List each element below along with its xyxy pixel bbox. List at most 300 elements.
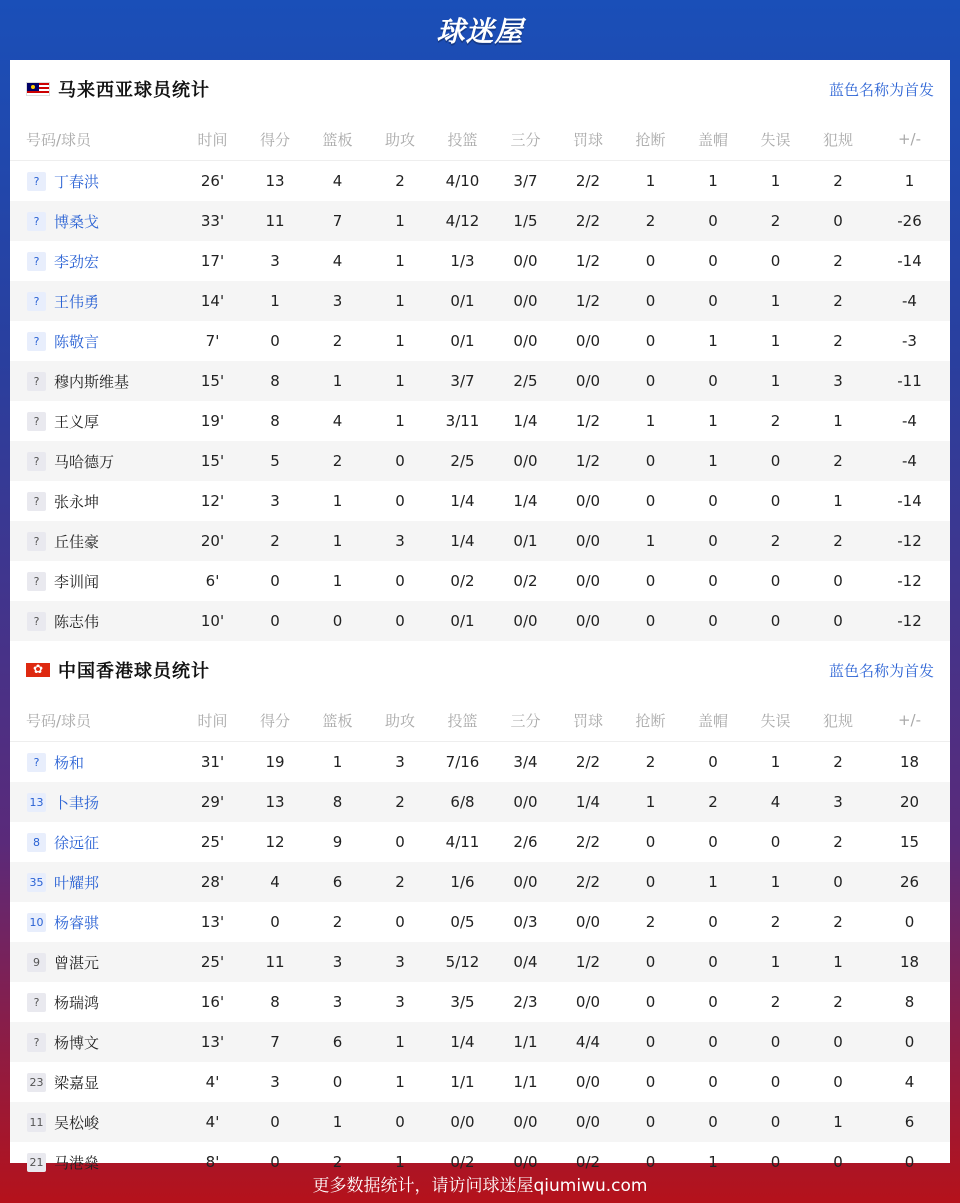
player-name-link[interactable]: 徐远征 xyxy=(54,833,100,852)
stat-cell: 0 xyxy=(807,601,869,641)
stat-cell: 0 xyxy=(645,252,656,270)
stat-cell: -4 xyxy=(902,412,917,430)
player-name-link[interactable]: 杨睿骐 xyxy=(54,913,100,932)
stat-cell: 1/3 xyxy=(450,252,475,270)
stat-cell: 0/0 xyxy=(575,913,601,931)
table-row[interactable] xyxy=(10,862,950,902)
player-cell[interactable] xyxy=(10,481,181,521)
stat-cell: 4/12 xyxy=(431,201,494,241)
stat-cell: 19' xyxy=(200,412,225,430)
stat-cell: 1 xyxy=(244,281,306,321)
stat-cell: 2 xyxy=(369,862,431,902)
player-name-link[interactable]: 张永坤 xyxy=(54,492,100,511)
stat-cell: 2 xyxy=(744,201,807,241)
stat-cell: 3 xyxy=(369,942,431,982)
table-row[interactable] xyxy=(10,241,950,281)
team-section xyxy=(10,641,950,1182)
stat-cell: 2 xyxy=(770,993,781,1011)
stat-cell: 11 xyxy=(244,942,306,982)
table-row[interactable] xyxy=(10,822,950,862)
player-cell[interactable] xyxy=(10,601,181,641)
player-name-link[interactable]: 博桑戈 xyxy=(54,212,100,231)
stat-cell: 1 xyxy=(332,572,343,590)
stat-cell: 2 xyxy=(645,753,656,771)
stat-cell: 15' xyxy=(181,441,244,481)
stat-cell: 1 xyxy=(395,412,405,430)
jersey-number-badge: 11 xyxy=(27,1113,46,1132)
stat-cell: 0 xyxy=(770,1153,781,1171)
stat-cell: -12 xyxy=(869,521,950,561)
malaysia-flag-icon xyxy=(26,82,50,96)
stat-cell: 8 xyxy=(306,782,369,822)
player-name-link[interactable]: 王伟勇 xyxy=(54,292,100,311)
stat-cell: 0 xyxy=(645,332,656,350)
stat-cell: 8 xyxy=(270,993,280,1011)
stat-cell: 1 xyxy=(770,332,781,350)
stat-cell: 1 xyxy=(332,753,343,771)
stat-cell: 0 xyxy=(744,1022,807,1062)
player-cell[interactable] xyxy=(10,862,181,902)
stat-cell: 0 xyxy=(682,601,744,641)
top-bar xyxy=(0,0,960,60)
stat-cell: 0 xyxy=(645,993,656,1011)
jersey-number-badge: ? xyxy=(27,452,46,471)
player-cell[interactable] xyxy=(10,401,181,441)
stat-cell: 4/4 xyxy=(557,1022,619,1062)
stat-cell: 6' xyxy=(205,572,220,590)
stat-cell: 1 xyxy=(744,361,807,401)
stat-cell: 0 xyxy=(619,1022,682,1062)
stat-cell: 13 xyxy=(244,782,306,822)
stat-cell: -12 xyxy=(869,601,950,641)
stat-cell: 0/0 xyxy=(557,361,619,401)
player-cell[interactable] xyxy=(10,822,181,862)
stat-cell: 25' xyxy=(200,833,225,851)
stat-cell: 3 xyxy=(395,993,405,1011)
stat-cell: 1 xyxy=(807,942,869,982)
stat-cell: 0 xyxy=(708,833,718,851)
column-header: 抢断 xyxy=(619,699,682,742)
team-header xyxy=(10,60,950,118)
stat-cell: 1 xyxy=(744,281,807,321)
stats-panel xyxy=(10,60,950,1172)
player-name-link[interactable]: 陈志伟 xyxy=(54,612,100,631)
stat-cell: 0/5 xyxy=(450,913,475,931)
stat-cell: 1/1 xyxy=(450,1073,475,1091)
table-row[interactable] xyxy=(10,161,950,202)
jersey-number-badge: ? xyxy=(27,993,46,1012)
stat-cell: 0 xyxy=(807,1022,869,1062)
stat-cell: 1 xyxy=(770,172,781,190)
stat-cell: 0 xyxy=(645,492,656,510)
stat-cell: 0/2 xyxy=(513,572,538,590)
column-header: 三分 xyxy=(494,118,557,161)
column-header: 得分 xyxy=(244,118,306,161)
stat-cell: 3 xyxy=(270,1073,280,1091)
stat-cell: 3/4 xyxy=(513,753,538,771)
table-row[interactable] xyxy=(10,281,950,321)
stat-cell: 1/4 xyxy=(513,412,538,430)
stat-cell: 6 xyxy=(869,1102,950,1142)
stat-cell: 3 xyxy=(395,753,405,771)
stat-cell: 4 xyxy=(332,412,343,430)
player-name-link[interactable]: 曾湛元 xyxy=(54,953,100,972)
table-row[interactable] xyxy=(10,321,950,361)
stat-cell: 2 xyxy=(395,172,405,190)
stat-cell: 0 xyxy=(744,441,807,481)
player-cell[interactable] xyxy=(10,942,181,982)
table-row[interactable] xyxy=(10,561,950,601)
stat-cell: 0/0 xyxy=(575,492,601,510)
stat-cell: -26 xyxy=(869,201,950,241)
table-row[interactable] xyxy=(10,1022,950,1062)
stat-cell: 1 xyxy=(395,332,405,350)
table-row[interactable] xyxy=(10,481,950,521)
stat-cell: 1/1 xyxy=(494,1022,557,1062)
jersey-number-badge: 35 xyxy=(27,873,46,892)
stat-cell: 33' xyxy=(181,201,244,241)
stat-cell: 0 xyxy=(270,913,280,931)
stat-cell: 0 xyxy=(395,492,405,510)
stat-cell: 1/2 xyxy=(557,441,619,481)
stat-cell: 29' xyxy=(181,782,244,822)
stat-cell: 0 xyxy=(332,1073,343,1091)
stat-cell: 1 xyxy=(645,412,656,430)
player-name-link[interactable]: 杨博文 xyxy=(54,1033,100,1052)
player-cell[interactable] xyxy=(10,1062,181,1102)
player-name-link[interactable]: 丁春洪 xyxy=(54,172,100,191)
stat-cell: 1 xyxy=(904,172,915,190)
jersey-number-badge: 21 xyxy=(27,1153,46,1172)
player-name-link[interactable]: 李训闻 xyxy=(54,572,100,591)
stat-cell: 2 xyxy=(770,913,781,931)
stat-cell: 0/0 xyxy=(575,1073,601,1091)
stat-cell: 1 xyxy=(369,1022,431,1062)
stat-cell: 0 xyxy=(619,942,682,982)
player-cell[interactable] xyxy=(10,361,181,401)
player-name-link[interactable]: 马哈德万 xyxy=(54,452,115,471)
column-header: 犯规 xyxy=(807,699,869,742)
stat-cell: 0/0 xyxy=(513,252,538,270)
stat-cell: 1 xyxy=(708,332,718,350)
stat-cell: 2/2 xyxy=(557,862,619,902)
player-cell[interactable] xyxy=(10,161,181,202)
stat-cell: 1 xyxy=(369,281,431,321)
stat-cell: 0 xyxy=(619,1102,682,1142)
stat-cell: 0 xyxy=(619,281,682,321)
footer-banner[interactable] xyxy=(0,1163,960,1203)
player-cell[interactable] xyxy=(10,982,181,1022)
player-cell[interactable] xyxy=(10,521,181,561)
stat-cell: 2 xyxy=(807,521,869,561)
stat-cell: 2 xyxy=(833,172,843,190)
jersey-number-badge: ? xyxy=(27,612,46,631)
player-name-link[interactable]: 马港燊 xyxy=(54,1153,100,1172)
stat-cell: 2 xyxy=(833,833,843,851)
stat-cell: 2 xyxy=(332,332,343,350)
stat-cell: 0 xyxy=(395,913,405,931)
stat-cell: 14' xyxy=(181,281,244,321)
stat-cell: 2 xyxy=(682,782,744,822)
stat-cell: 6 xyxy=(306,1022,369,1062)
jersey-number-badge: ? xyxy=(27,172,46,191)
table-row[interactable] xyxy=(10,441,950,481)
team-section xyxy=(10,60,950,641)
player-cell[interactable] xyxy=(10,1022,181,1062)
stat-cell: 4 xyxy=(332,172,343,190)
column-header: 时间 xyxy=(181,699,244,742)
stat-cell: 25' xyxy=(181,942,244,982)
stat-cell: 0/1 xyxy=(431,281,494,321)
stat-cell: 0 xyxy=(369,441,431,481)
player-cell[interactable] xyxy=(10,281,181,321)
jersey-number-badge: 13 xyxy=(27,793,46,812)
stat-cell: 0 xyxy=(807,862,869,902)
column-header: +/- xyxy=(869,118,950,161)
stat-cell: 1 xyxy=(744,942,807,982)
team-title: 中国香港球员统计 xyxy=(58,661,210,682)
player-name-link[interactable]: 陈敬言 xyxy=(54,332,100,351)
stat-cell: 0/0 xyxy=(557,601,619,641)
column-header: 罚球 xyxy=(557,699,619,742)
column-header: 篮板 xyxy=(306,118,369,161)
player-name-link[interactable]: 丘佳豪 xyxy=(54,532,100,551)
column-header: 号码/球员 xyxy=(10,699,181,742)
stat-cell: 2 xyxy=(369,782,431,822)
table-row[interactable] xyxy=(10,201,950,241)
stat-cell: 0/4 xyxy=(494,942,557,982)
table-row[interactable] xyxy=(10,982,950,1022)
stat-cell: -14 xyxy=(897,252,922,270)
stat-cell: 13' xyxy=(181,1022,244,1062)
jersey-number-badge: ? xyxy=(27,292,46,311)
stat-cell: 8 xyxy=(270,412,280,430)
player-name-link[interactable]: 李劲宏 xyxy=(54,252,100,271)
stat-cell: 4' xyxy=(205,1073,220,1091)
stat-cell: 0/0 xyxy=(494,1102,557,1142)
stat-cell: 0 xyxy=(619,862,682,902)
stat-cell: 2 xyxy=(833,913,843,931)
stat-cell: 12' xyxy=(200,492,225,510)
stat-cell: 0 xyxy=(708,492,718,510)
stat-cell: 0 xyxy=(270,332,280,350)
player-name-link[interactable]: 叶耀邦 xyxy=(54,873,100,892)
stat-cell: 0 xyxy=(708,993,718,1011)
stat-cell: 0 xyxy=(306,601,369,641)
stat-cell: 0 xyxy=(645,572,656,590)
player-name-link[interactable]: 卜聿扬 xyxy=(54,793,100,812)
column-header: 助攻 xyxy=(369,118,431,161)
player-cell[interactable] xyxy=(10,321,181,361)
table-row[interactable] xyxy=(10,521,950,561)
jersey-number-badge: ? xyxy=(27,532,46,551)
stat-cell: -11 xyxy=(869,361,950,401)
stat-cell: 2/2 xyxy=(557,201,619,241)
stat-cell: 0 xyxy=(369,601,431,641)
column-header: 助攻 xyxy=(369,699,431,742)
column-header: 三分 xyxy=(494,699,557,742)
stat-cell: 2 xyxy=(833,252,843,270)
stat-cell: 0/0 xyxy=(513,1153,538,1171)
player-cell[interactable] xyxy=(10,782,181,822)
stat-cell: 0 xyxy=(682,281,744,321)
stat-cell: 2 xyxy=(833,753,843,771)
player-cell[interactable] xyxy=(10,1102,181,1142)
stat-cell: 4' xyxy=(181,1102,244,1142)
table-row[interactable] xyxy=(10,401,950,441)
stat-cell: 0/3 xyxy=(513,913,538,931)
hong-kong-flag-icon xyxy=(26,663,50,677)
stat-cell: 3/11 xyxy=(445,412,480,430)
stat-cell: 1 xyxy=(395,1153,405,1171)
stat-cell: 2 xyxy=(833,332,843,350)
stat-cell: 0 xyxy=(645,1073,656,1091)
stat-cell: 0/0 xyxy=(557,1102,619,1142)
player-name-link[interactable]: 王义厚 xyxy=(54,412,100,431)
stat-cell: 6 xyxy=(306,862,369,902)
table-row[interactable] xyxy=(10,902,950,942)
stat-cell: 0 xyxy=(682,521,744,561)
jersey-number-badge: ? xyxy=(27,492,46,511)
stat-cell: 1 xyxy=(807,1102,869,1142)
stat-cell: 1/4 xyxy=(557,782,619,822)
table-row[interactable] xyxy=(10,742,950,783)
stat-cell: 1/4 xyxy=(513,492,538,510)
column-header: 犯规 xyxy=(807,118,869,161)
stat-cell: 12 xyxy=(265,833,285,851)
table-header-row xyxy=(10,118,950,161)
stat-cell: 0 xyxy=(744,601,807,641)
stat-cell: 7/16 xyxy=(445,753,480,771)
table-row[interactable] xyxy=(10,1102,950,1142)
table-row[interactable] xyxy=(10,1062,950,1102)
stat-cell: 2 xyxy=(833,993,843,1011)
player-stats-table xyxy=(10,118,950,641)
stat-cell: 18 xyxy=(869,942,950,982)
stat-cell: 2 xyxy=(244,521,306,561)
stat-cell: 4 xyxy=(744,782,807,822)
stat-cell: 3/5 xyxy=(450,993,475,1011)
stat-cell: 4 xyxy=(244,862,306,902)
stat-cell: 2/6 xyxy=(513,833,538,851)
stat-cell: 1/2 xyxy=(575,252,601,270)
stat-cell: 3 xyxy=(306,281,369,321)
column-header: 投篮 xyxy=(431,118,494,161)
stat-cell: 0/0 xyxy=(494,441,557,481)
stat-cell: 0 xyxy=(682,942,744,982)
stat-cell: 0/0 xyxy=(494,782,557,822)
player-name-link[interactable]: 吴松峻 xyxy=(54,1113,100,1132)
team-title-group xyxy=(26,657,210,683)
stat-cell: 0 xyxy=(645,1153,656,1171)
player-cell[interactable] xyxy=(10,902,181,942)
stat-cell: 0 xyxy=(619,441,682,481)
stat-cell: 0 xyxy=(270,572,280,590)
stat-cell: -4 xyxy=(869,281,950,321)
jersey-number-badge: ? xyxy=(27,252,46,271)
stat-cell: 8' xyxy=(205,1153,220,1171)
jersey-number-badge: 23 xyxy=(27,1073,46,1092)
stat-cell: 0 xyxy=(708,572,718,590)
player-name-link[interactable]: 杨瑞鸿 xyxy=(54,993,100,1012)
column-header: 得分 xyxy=(244,699,306,742)
stat-cell: 0/0 xyxy=(494,601,557,641)
stat-cell: 0/1 xyxy=(494,521,557,561)
stat-cell: 3 xyxy=(332,993,343,1011)
jersey-number-badge: 9 xyxy=(27,953,46,972)
stat-cell: 15 xyxy=(899,833,920,851)
stat-cell: 0 xyxy=(682,1022,744,1062)
stat-cell: 0 xyxy=(395,572,405,590)
table-row[interactable] xyxy=(10,361,950,401)
stat-cell: 1 xyxy=(306,361,369,401)
player-cell[interactable] xyxy=(10,241,181,281)
stat-cell: 2 xyxy=(306,441,369,481)
stat-cell: 1 xyxy=(332,492,343,510)
stat-cell: 1 xyxy=(708,412,718,430)
player-cell[interactable] xyxy=(10,201,181,241)
team-header xyxy=(10,641,950,699)
player-name-link[interactable]: 梁嘉显 xyxy=(54,1073,100,1092)
stat-cell: 3/7 xyxy=(431,361,494,401)
stat-cell: 1/5 xyxy=(494,201,557,241)
table-row[interactable] xyxy=(10,782,950,822)
stat-cell: 2/3 xyxy=(513,993,538,1011)
stat-cell: 13 xyxy=(265,172,285,190)
player-name-link[interactable]: 穆内斯维基 xyxy=(54,372,130,391)
stat-cell: 1/2 xyxy=(557,942,619,982)
stat-cell: 3 xyxy=(369,521,431,561)
stat-cell: 1 xyxy=(708,1153,718,1171)
stat-cell: 0 xyxy=(708,753,718,771)
table-row[interactable] xyxy=(10,601,950,641)
stat-cell: 0 xyxy=(807,201,869,241)
stat-cell: 31' xyxy=(200,753,225,771)
stat-cell: 3 xyxy=(807,361,869,401)
stat-cell: -3 xyxy=(902,332,917,350)
team-title-group xyxy=(26,76,210,102)
stat-cell: 4/10 xyxy=(445,172,480,190)
stat-cell: 0 xyxy=(833,1073,843,1091)
player-cell[interactable] xyxy=(10,561,181,601)
stat-cell: 10' xyxy=(181,601,244,641)
stat-cell: 2 xyxy=(332,913,343,931)
column-header: 失误 xyxy=(744,118,807,161)
stat-cell: 0 xyxy=(244,601,306,641)
stat-cell: 0 xyxy=(770,252,781,270)
stat-cell: -14 xyxy=(897,492,922,510)
stat-cell: 0 xyxy=(369,1102,431,1142)
stat-cell: 2 xyxy=(744,521,807,561)
column-header: 投篮 xyxy=(431,699,494,742)
stat-cell: 1 xyxy=(682,441,744,481)
stat-cell: 9 xyxy=(332,833,343,851)
jersey-number-badge: ? xyxy=(27,332,46,351)
jersey-number-badge: ? xyxy=(27,212,46,231)
stat-cell: 1/4 xyxy=(431,521,494,561)
player-name-link[interactable]: 杨和 xyxy=(54,753,85,772)
stat-cell: 7' xyxy=(205,332,220,350)
site-logo: 球迷屋 xyxy=(436,15,524,48)
stat-cell: 1 xyxy=(744,862,807,902)
table-row[interactable] xyxy=(10,942,950,982)
stat-cell: 1/4 xyxy=(431,1022,494,1062)
stat-cell: 0 xyxy=(270,1153,280,1171)
stat-cell: 1 xyxy=(395,252,405,270)
player-cell[interactable] xyxy=(10,441,181,481)
table-header-row xyxy=(10,699,950,742)
player-cell[interactable] xyxy=(10,742,181,783)
